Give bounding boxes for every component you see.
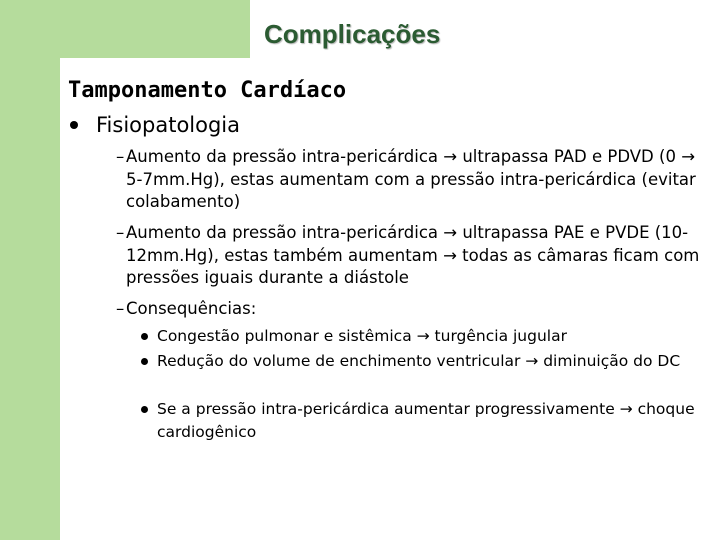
bullet-icon bbox=[141, 358, 148, 365]
consequence-text: Se a pressão intra-pericárdica aumentar progressivamente → choque cardiogênico bbox=[157, 400, 695, 441]
dash-icon: – bbox=[116, 223, 125, 242]
list-item bbox=[116, 146, 716, 214]
point-text: Aumento da pressão intra-pericárdica → ultrapassa PAD e PDVD (0 → 5-7mm.Hg), estas aumentam com a pressão intra-pericárdica (evitar colabamento) bbox=[126, 147, 696, 211]
consequence-text: Redução do volume de enchimento ventricular → diminuição do DC bbox=[157, 352, 681, 370]
dash-icon: – bbox=[116, 299, 125, 318]
bullet-icon bbox=[141, 333, 148, 340]
point-text: Consequências: bbox=[126, 299, 257, 318]
list-item bbox=[116, 222, 716, 290]
section-heading: Tamponamento Cardíaco bbox=[68, 78, 347, 103]
bullet-icon bbox=[141, 406, 148, 413]
point-text: Aumento da pressão intra-pericárdica → ultrapassa PAE e PVDE (10-12mm.Hg), estas também aumentam → todas as câmaras ficam com pressões iguais durante a diástole bbox=[126, 223, 700, 287]
dash-icon: – bbox=[116, 147, 125, 166]
sub-list-item bbox=[139, 398, 719, 444]
topic-label: Fisiopatologia bbox=[96, 113, 241, 137]
sub-list-item bbox=[139, 350, 719, 373]
left-accent-band bbox=[0, 0, 60, 540]
bullet-icon bbox=[70, 121, 78, 129]
sub-list-item bbox=[139, 325, 719, 348]
list-item bbox=[116, 298, 716, 321]
title-accent-band bbox=[60, 0, 250, 58]
slide-title: Complicações bbox=[264, 19, 441, 49]
consequence-text: Congestão pulmonar e sistêmica → turgência jugular bbox=[157, 327, 567, 345]
